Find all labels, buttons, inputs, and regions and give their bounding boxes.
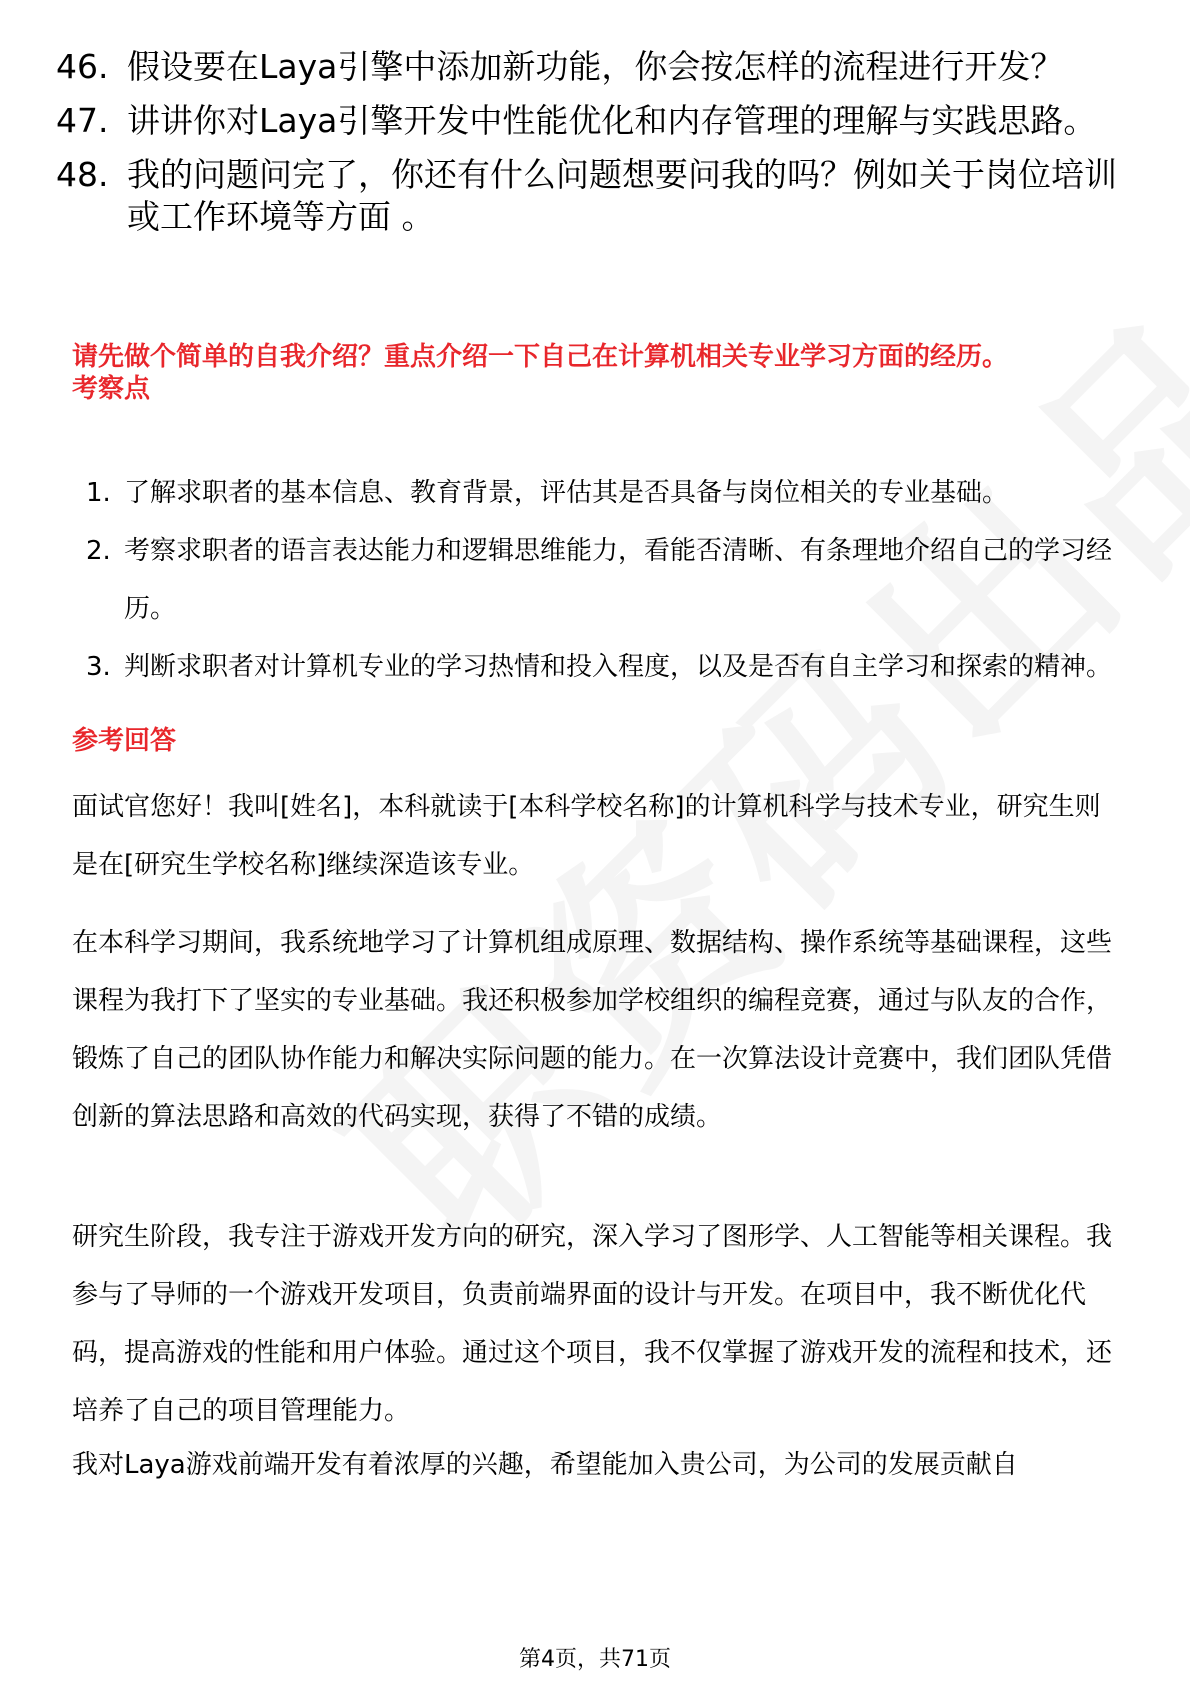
focus-point-number: 1. — [86, 478, 111, 508]
focus-point-number: 3. — [86, 652, 111, 682]
focus-points-list — [72, 464, 1132, 696]
question-number: 47. — [56, 101, 109, 140]
question-text: 我的问题问完了，你还有什么问题想要问我的吗？例如关于岗位培训或工作环境等方面 。 — [127, 155, 1117, 236]
answer-paragraph: 我对Laya游戏前端开发有着浓厚的兴趣，希望能加入贵公司，为公司的发展贡献自 — [72, 1450, 1018, 1480]
focus-point-text: 了解求职者的基本信息、教育背景，评估其是否具备与岗位相关的专业基础。 — [124, 478, 1009, 508]
answer-paragraph: 在本科学习期间，我系统地学习了计算机组成原理、数据结构、操作系统等基础课程，这些课程为我打下了坚实的专业基础。我还积极参加学校组织的编程竞赛，通过与队友的合作，锻炼了自己的团队协作能力和解决实际问题的能力。在一次算法设计竞赛中，我们团队凭借创新的算法思路和高效的代码实现，获得了不错的成绩。 — [72, 928, 1113, 1132]
answer-paragraph: 面试官您好！我叫[姓名]，本科就读于[本科学校名称]的计算机科学与技术专业，研究生则是在[研究生学校名称]继续深造该专业。 — [72, 792, 1101, 880]
focus-point-number: 2. — [86, 536, 111, 566]
focus-point — [72, 522, 1132, 638]
answer-paragraph: 研究生阶段，我专注于游戏开发方向的研究，深入学习了图形学、人工智能等相关课程。我参与了导师的一个游戏开发项目，负责前端界面的设计与开发。在项目中，我不断优化代码，提高游戏的性能和用户体验。通过这个项目，我不仅掌握了游戏开发的流程和技术，还培养了自己的项目管理能力。 — [72, 1222, 1113, 1426]
question-text: 讲讲你对Laya引擎开发中性能优化和内存管理的理解与实践思路。 — [127, 101, 1097, 140]
question-list — [56, 46, 1136, 250]
page-footer: 第4页，共71页 — [519, 1647, 671, 1672]
question-number: 48. — [56, 155, 109, 194]
question-item — [56, 154, 1136, 238]
question-item — [56, 46, 1136, 88]
answer-heading: 参考回答 — [72, 726, 177, 756]
focus-point — [72, 638, 1132, 696]
focus-point-text: 考察求职者的语言表达能力和逻辑思维能力，看能否清晰、有条理地介绍自己的学习经历。 — [124, 536, 1113, 624]
focus-point — [72, 464, 1132, 522]
question-item — [56, 100, 1136, 142]
section-title: 请先做个简单的自我介绍？重点介绍一下自己在计算机相关专业学习方面的经历。 — [72, 342, 1009, 372]
focus-point-text: 判断求职者对计算机专业的学习热情和投入程度，以及是否有自主学习和探索的精神。 — [124, 652, 1113, 682]
focus-heading: 考察点 — [72, 374, 151, 404]
question-number: 46. — [56, 47, 109, 86]
question-text: 假设要在Laya引擎中添加新功能，你会按怎样的流程进行开发？ — [127, 47, 1064, 86]
